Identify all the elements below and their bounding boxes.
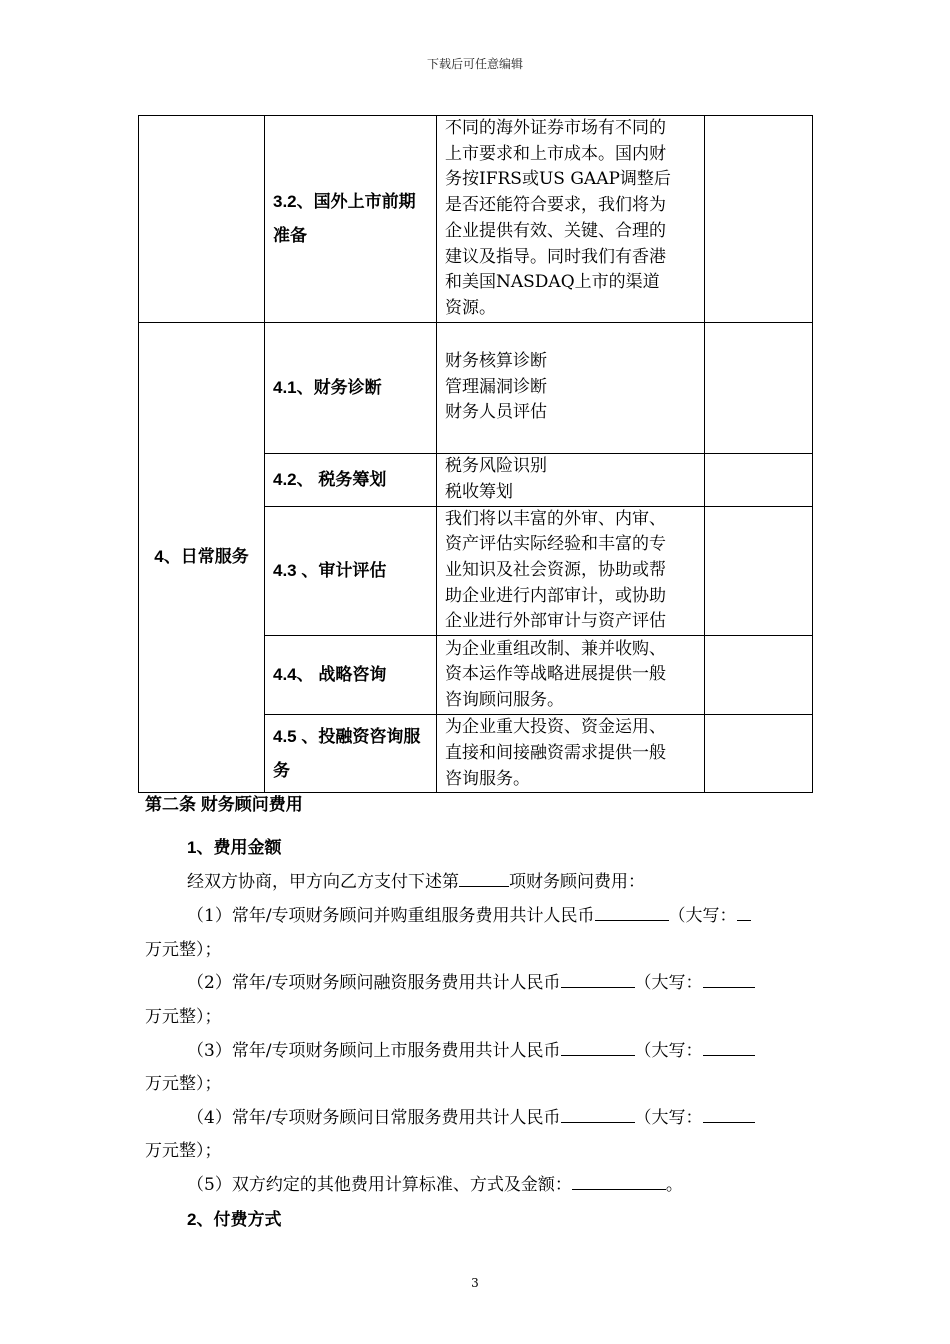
row-3-2-description-lines: [445, 116, 696, 322]
row-4-5-description: 为企业重大投资、资金运用、 直接和间接融资需求提供一般 咨询服务。: [437, 715, 705, 793]
row-4-1-subject: 4.1、财务诊断: [265, 322, 437, 453]
fee-item-3: （3）常年/专项财务顾问上市服务费用共计人民币 （大写：: [187, 1036, 755, 1061]
table-cell-empty: [139, 116, 265, 323]
fee-intro: [187, 867, 645, 892]
blank-line: [561, 970, 635, 988]
description-line: 是否还能符合要求，我们将为: [445, 195, 666, 216]
page-header: 下载后可任意编辑: [426, 57, 523, 71]
table-cell-empty: [705, 453, 813, 506]
fee-item-1-suffix: 万元整）；: [145, 940, 222, 960]
row-4-2-subject: 4.2、 税务筹划: [265, 453, 437, 506]
page-number: 3: [471, 1276, 479, 1290]
table-cell-empty: [705, 506, 813, 636]
description-line: 和美国NASDAQ上市的渠道: [445, 272, 660, 293]
blank-line: [703, 1105, 755, 1123]
service-table: [138, 115, 813, 793]
table-cell-empty: [705, 116, 813, 323]
description-line: 资源。: [445, 297, 496, 318]
description-line: 建议及指导。同时我们有香港: [445, 246, 666, 267]
row-4-5-subject: 4.5 、投融资咨询服务: [265, 715, 437, 793]
row-4-4-subject: 4.4、 战略咨询: [265, 636, 437, 715]
row-4-3-description: 我们将以丰富的外审、内审、 资产评估实际经验和丰富的专 业知识及社会资源，协助或帮 助企业进行内部审计，或协助 企业进行外部审计与资产评估: [437, 506, 705, 636]
blank-line: [561, 1038, 635, 1056]
fee-item-4: （4）常年/专项财务顾问日常服务费用共计人民币 （大写：: [187, 1103, 755, 1128]
description-line: 上市要求和上市成本。国内财: [445, 143, 666, 164]
fee-item-5: （5）双方约定的其他费用计算标准、方式及金额： 。: [187, 1170, 683, 1195]
article-2-title: 第二条 财务顾问费用: [145, 795, 303, 814]
description-line: 不同的海外证券市场有不同的: [445, 118, 666, 138]
row-4-2-description: 税务风险识别 税收筹划: [437, 453, 705, 506]
blank-line: [595, 903, 669, 921]
fee-item-4-suffix: 万元整）；: [145, 1141, 222, 1161]
row-4-3-subject: 4.3 、审计评估: [265, 506, 437, 636]
blank-line: [459, 869, 509, 887]
fee-item-3-suffix: 万元整）；: [145, 1074, 222, 1094]
fee-item-2-suffix: 万元整）；: [145, 1007, 222, 1027]
fee-item-1: （1）常年/专项财务顾问并购重组服务费用共计人民币 （大写：: [187, 901, 751, 926]
blank-line: [703, 970, 755, 988]
blank-line: [737, 903, 751, 921]
row-3-2-subject: 3.2、国外上市前期准备: [265, 116, 437, 323]
category-daily-service: 4、日常服务: [139, 322, 265, 793]
fee-intro-text-end: 项财务顾问费用：: [509, 872, 645, 892]
row-4-4-description: 为企业重组改制、兼并收购、 资本运作等战略进展提供一般 咨询顾问服务。: [437, 636, 705, 715]
table-cell-empty: [705, 322, 813, 453]
table-cell-empty: [705, 636, 813, 715]
blank-line: [572, 1172, 666, 1190]
fee-intro-text: 经双方协商，甲方向乙方支付下述第: [187, 872, 459, 892]
fee-item-2: （2）常年/专项财务顾问融资服务费用共计人民币 （大写：: [187, 968, 755, 993]
description-line: 务按IFRS或US GAAP调整后: [445, 169, 671, 190]
table-cell-empty: [705, 715, 813, 793]
table-row: [139, 116, 813, 323]
description-line: 企业提供有效、关键、合理的: [445, 220, 666, 241]
blank-line: [561, 1105, 635, 1123]
row-3-2-description: [437, 116, 705, 323]
blank-line: [703, 1038, 755, 1056]
row-4-1-description: 财务核算诊断 管理漏洞诊断 财务人员评估: [437, 322, 705, 453]
section-fee-amount-title: 1、费用金额: [187, 838, 282, 857]
table-row: [139, 322, 813, 453]
section-payment-method-title: 2、付费方式: [187, 1210, 282, 1229]
